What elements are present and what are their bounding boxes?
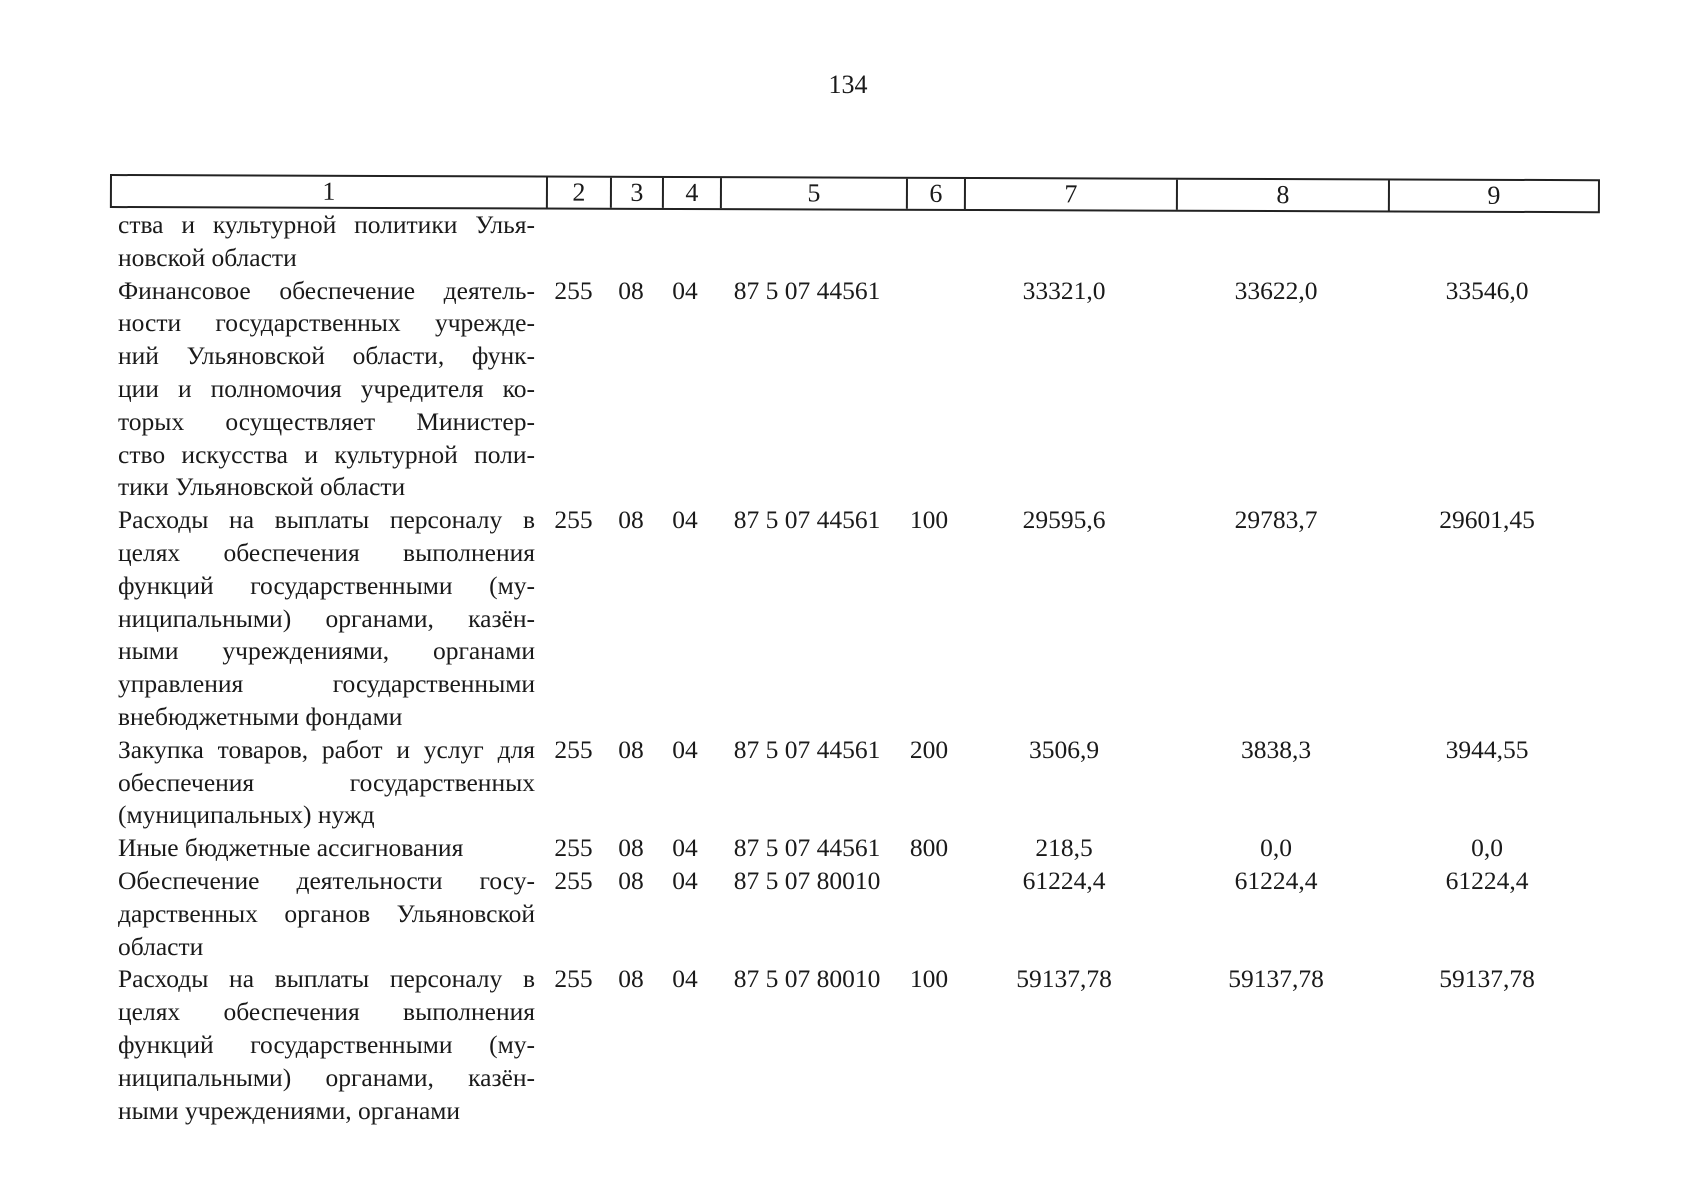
cell-amount-col9: 29601,45	[1439, 505, 1535, 535]
cell-section: 08	[618, 275, 644, 305]
table-header	[110, 174, 1600, 213]
cell-expense-type: 800	[909, 833, 949, 863]
description-line: Расходы на выплаты персоналу в	[118, 964, 535, 994]
table-row	[110, 865, 1600, 963]
cell-amount-col7: 33321,0	[1022, 275, 1106, 305]
description-line: ство искусства и культурной поли-	[118, 439, 535, 469]
header-col-7: 7	[966, 179, 1178, 210]
cell-subsection: 04	[672, 833, 698, 863]
description-line: управления государственными	[118, 669, 535, 699]
cell-subsection: 04	[672, 964, 698, 994]
description-line: обеспечения государственных	[118, 767, 535, 797]
header-col-1: 1	[112, 176, 548, 208]
description-line: Закупка товаров, работ и услуг для	[118, 734, 535, 764]
cell-code-admin: 255	[554, 964, 593, 994]
cell-amount-col8: 61224,4	[1234, 865, 1318, 895]
table-row	[110, 209, 1600, 275]
cell-code-admin: 255	[554, 833, 593, 863]
description-line: Иные бюджетные ассигнования	[118, 833, 464, 863]
table-row	[110, 504, 1600, 734]
cell-code-admin: 255	[554, 865, 593, 895]
header-col-5: 5	[722, 178, 908, 209]
cell-target-article: 87 5 07 44561	[733, 275, 881, 305]
cell-amount-col7: 59137,78	[1016, 964, 1112, 994]
cell-section: 08	[618, 865, 644, 895]
cell-amount-col9: 61224,4	[1445, 865, 1529, 895]
description-line: дарственных органов Ульяновской	[118, 898, 535, 928]
cell-target-article: 87 5 07 80010	[733, 865, 881, 895]
cell-amount-col9: 3944,55	[1445, 734, 1529, 764]
description-line: ниципальными) органами, казён-	[118, 1062, 535, 1092]
description-line: целях обеспечения выполнения	[118, 537, 535, 567]
cell-expense-type	[900, 209, 958, 275]
cell-section: 08	[618, 833, 644, 863]
cell-section	[606, 209, 656, 275]
table-body	[110, 209, 1600, 1127]
cell-expense-type: 100	[909, 505, 949, 535]
description-line: функций государственными (му-	[118, 1029, 535, 1059]
cell-expense-type	[900, 275, 958, 505]
header-col-4: 4	[664, 178, 722, 208]
table-row	[110, 734, 1600, 832]
header-col-2: 2	[548, 178, 612, 208]
row-description	[110, 963, 541, 1127]
table-row	[110, 275, 1600, 505]
cell-subsection	[656, 209, 714, 275]
header-col-6: 6	[908, 179, 966, 209]
description-line: Расходы на выплаты персоналу в	[118, 505, 535, 535]
cell-amount-col7	[958, 209, 1170, 275]
row-description	[110, 209, 541, 275]
cell-code-admin	[541, 209, 606, 275]
header-col-9: 9	[1487, 180, 1501, 210]
header-col-8: 8	[1178, 180, 1390, 211]
description-line: области	[118, 931, 204, 961]
cell-code-admin: 255	[554, 275, 593, 305]
description-line: целях обеспечения выполнения	[118, 997, 535, 1027]
description-line: ства и культурной политики Улья-	[118, 210, 535, 239]
row-description	[110, 734, 541, 832]
cell-section: 08	[618, 734, 644, 764]
description-line: внебюджетными фондами	[118, 701, 403, 731]
description-line: новской области	[118, 242, 297, 272]
cell-amount-col8: 3838,3	[1240, 734, 1312, 764]
cell-target-article: 87 5 07 44561	[733, 833, 881, 863]
cell-target-article	[714, 209, 900, 275]
cell-expense-type: 200	[909, 734, 949, 764]
table-row	[110, 963, 1600, 1127]
cell-target-article: 87 5 07 80010	[733, 964, 881, 994]
row-description	[110, 504, 541, 734]
cell-amount-col9	[1382, 209, 1592, 275]
cell-section: 08	[618, 964, 644, 994]
cell-section: 08	[618, 505, 644, 535]
cell-amount-col7: 29595,6	[1022, 505, 1106, 535]
cell-amount-col7: 61224,4	[1022, 865, 1106, 895]
cell-subsection: 04	[672, 275, 698, 305]
description-line: торых осуществляет Министер-	[118, 406, 535, 436]
cell-target-article: 87 5 07 44561	[733, 734, 881, 764]
cell-amount-col9: 33546,0	[1445, 275, 1529, 305]
cell-amount-col9: 59137,78	[1439, 964, 1535, 994]
cell-amount-col9: 0,0	[1471, 833, 1503, 863]
cell-subsection: 04	[672, 505, 698, 535]
cell-amount-col8: 29783,7	[1234, 505, 1318, 535]
page-number: 134	[828, 70, 868, 99]
cell-amount-col8: 59137,78	[1228, 964, 1324, 994]
cell-subsection: 04	[672, 734, 698, 764]
description-line: ции и полномочия учредителя ко-	[118, 373, 535, 403]
row-description	[110, 275, 541, 505]
description-line: (муниципальных) нужд	[118, 800, 375, 830]
cell-amount-col7: 218,5	[1035, 833, 1093, 863]
cell-expense-type: 100	[909, 964, 949, 994]
header-col-3: 3	[612, 178, 664, 208]
description-line: ний Ульяновской области, функ-	[118, 341, 535, 371]
table-row	[110, 832, 1600, 865]
cell-code-admin: 255	[554, 734, 593, 764]
description-line: ниципальными) органами, казён-	[118, 603, 535, 633]
cell-target-article: 87 5 07 44561	[733, 505, 881, 535]
row-description	[110, 832, 541, 865]
description-line: ными учреждениями, органами	[118, 1095, 461, 1125]
cell-code-admin: 255	[554, 505, 593, 535]
cell-amount-col7: 3506,9	[1028, 734, 1100, 764]
description-line: функций государственными (му-	[118, 570, 535, 600]
description-line: тики Ульяновской области	[118, 472, 406, 502]
description-line: Финансовое обеспечение деятель-	[118, 275, 535, 305]
cell-expense-type	[900, 865, 958, 963]
cell-amount-col8: 0,0	[1260, 833, 1292, 863]
cell-amount-col8	[1170, 209, 1382, 275]
description-line: ности государственных учрежде-	[118, 308, 535, 338]
row-description	[110, 865, 541, 963]
cell-subsection: 04	[672, 865, 698, 895]
description-line: ными учреждениями, органами	[118, 636, 535, 666]
description-line: Обеспечение деятельности госу-	[118, 865, 535, 895]
cell-amount-col8: 33622,0	[1234, 275, 1318, 305]
